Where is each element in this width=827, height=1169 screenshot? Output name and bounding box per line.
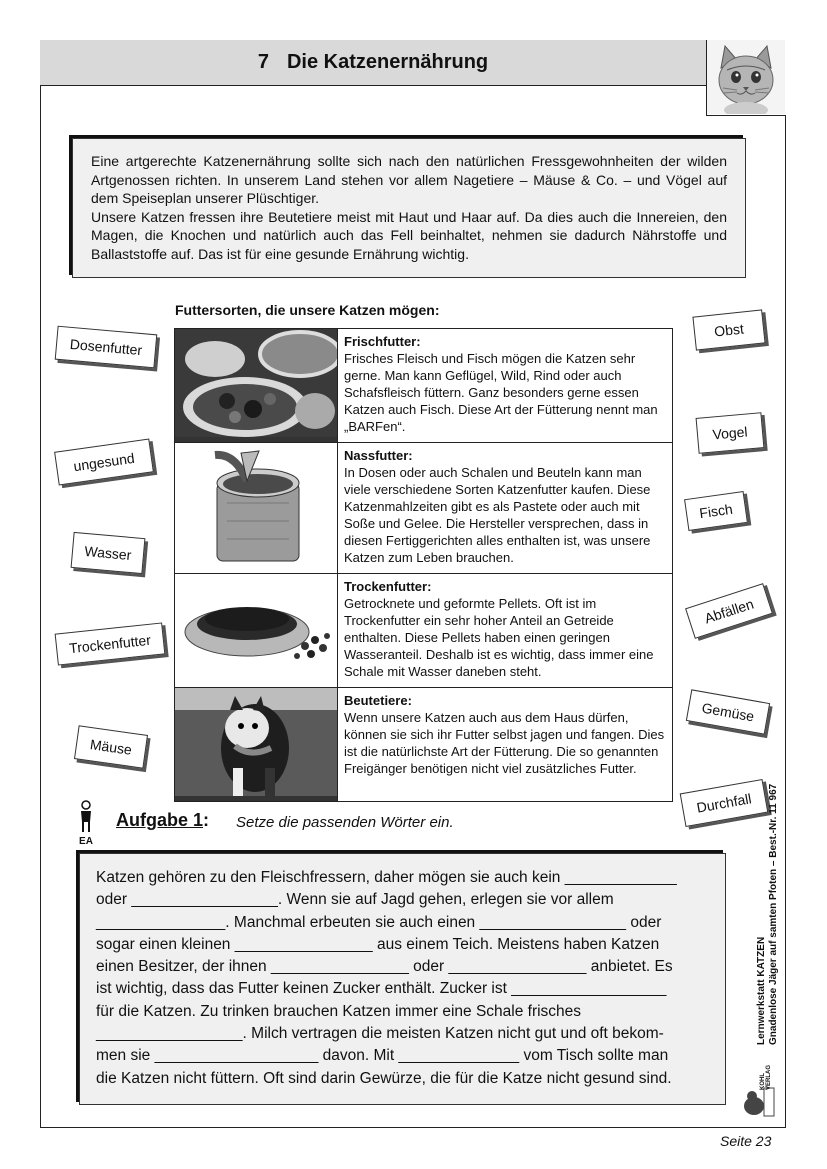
dry-food-text: Getrocknete und geformte Pellets. Oft ist im Trockenfutter ein sehr hoher Anteil an Getreide enthalten. Diese Pellets haben einen geringen Wasseranteil. Deshalb ist es wichtig, dass immer eine Schale mit Wasser daneben steht. bbox=[344, 596, 654, 679]
fresh-food-cell bbox=[338, 329, 673, 443]
cat-photo bbox=[706, 40, 786, 116]
word-card-abfaellen[interactable]: Abfällen bbox=[685, 583, 773, 639]
table-row bbox=[175, 574, 673, 688]
food-heading: Futtersorten, die unsere Katzen mögen: bbox=[175, 302, 440, 318]
task-colon: : bbox=[203, 810, 210, 830]
cloze-line: ist wichtig, dass das Futter keinen Zucker enthält. Zucker ist __________________ bbox=[96, 980, 667, 998]
publisher-logo bbox=[742, 1086, 776, 1123]
word-card-ungesund[interactable]: ungesund bbox=[54, 438, 154, 485]
food-can-icon bbox=[175, 443, 337, 568]
wet-food-text: In Dosen oder auch Schalen und Beuteln kann man viele verschiedene Sorten Katzenfutter kaufen. Diese Katzenmahlzeiten gibt es als Pastete oder auch mit Soße und Gelee. Die Hersteller versprechen, dass in diesen Fertiggerichten alles enthalten ist, was unsere Katzen zum Leben brauchen. bbox=[344, 465, 651, 565]
intro-box bbox=[72, 138, 746, 278]
table-row bbox=[175, 688, 673, 802]
cat-with-prey-icon bbox=[175, 688, 337, 796]
imprint-line-1: Lernwerkstatt KATZEN bbox=[756, 936, 767, 1045]
cat-face-icon bbox=[707, 40, 785, 114]
table-row bbox=[175, 329, 673, 443]
table-row bbox=[175, 443, 673, 574]
food-table bbox=[174, 328, 673, 802]
cloze-line: _________________. Milch vertragen die meisten Katzen nicht gut und oft bekom- bbox=[96, 1025, 664, 1043]
publisher-name: KOHL VERLAG bbox=[760, 1064, 772, 1090]
fresh-food-photo bbox=[175, 329, 338, 443]
word-card-vogel[interactable]: Vogel bbox=[696, 412, 765, 454]
chapter-number: 7 bbox=[257, 51, 269, 73]
prey-photo bbox=[175, 688, 338, 802]
prey-text: Wenn unsere Katzen auch aus dem Haus dürfen, können sie sich ihr Futter selbst jagen und fangen. Dies ist die natürlichste Art der Fütterung. Die so genannten Freigänger benötigen nicht viel zusätzliches Futter. bbox=[344, 710, 665, 776]
side-imprint bbox=[756, 705, 780, 1045]
task-label-text: Aufgabe 1 bbox=[116, 810, 204, 830]
cloze-line: sogar einen kleinen ________________ aus einem Teich. Meistens haben Katzen bbox=[96, 935, 660, 953]
fresh-food-title: Frischfutter: bbox=[344, 334, 421, 349]
cloze-line: oder _________________. Wenn sie auf Jagd gehen, erlegen sie vor allem bbox=[96, 891, 614, 909]
wet-food-cell bbox=[338, 443, 673, 574]
imprint-line-2: Gnadenlose Jäger auf samten Pfoten – Best.-Nr. 11 967 bbox=[768, 783, 779, 1045]
wet-food-photo bbox=[175, 443, 338, 574]
dry-food-bowl-icon bbox=[175, 574, 337, 682]
page-title: Die Katzenernährung bbox=[286, 51, 489, 73]
person-icon bbox=[78, 800, 94, 839]
word-card-dosenfutter[interactable]: Dosenfutter bbox=[55, 326, 158, 369]
word-card-durchfall[interactable]: Durchfall bbox=[680, 779, 769, 827]
prey-title: Beutetiere: bbox=[344, 693, 412, 708]
cloze-text-box bbox=[79, 853, 726, 1105]
page-header bbox=[40, 40, 706, 86]
word-card-trockenfutter[interactable]: Trockenfutter bbox=[55, 622, 166, 665]
fresh-food-text: Frisches Fleisch und Fisch mögen die Katzen sehr gerne. Man kann Geflügel, Wild, Rind oder auch Schafsfleisch füttern. Ganz besonders gerne essen Katzen auch Fisch. Diese Art der Fütterung nennt man „BARFen“. bbox=[344, 351, 658, 434]
cloze-line: die Katzen nicht füttern. Oft sind darin Gewürze, die für die Katze nicht gesund sind. bbox=[96, 1069, 672, 1087]
task-label bbox=[116, 810, 209, 831]
task-instruction: Setze die passenden Wörter ein. bbox=[236, 814, 454, 831]
cloze-line: _______________. Manchmal erbeuten sie auch einen _________________ oder bbox=[96, 913, 662, 931]
intro-paragraph-2: Unsere Katzen fressen ihre Beutetiere meist mit Haut und Haar auf. Da dies auch die Innereien, den Magen, die Knochen und natürlich auch das Fell beinhaltet, nehmen sie dadurch Nährstoffe und Ballaststoffe auf. Das ist für eine gesunde Ernährung wichtig. bbox=[91, 208, 727, 262]
prey-cell bbox=[338, 688, 673, 802]
dry-food-title: Trockenfutter: bbox=[344, 579, 432, 594]
word-card-obst[interactable]: Obst bbox=[692, 309, 765, 350]
fresh-food-icon bbox=[175, 329, 337, 437]
cloze-line: men sie ___________________ davon. Mit ______________ vom Tisch sollte man bbox=[96, 1047, 669, 1065]
cloze-line: Katzen gehören zu den Fleischfressern, daher mögen sie auch kein _____________ bbox=[96, 869, 677, 886]
intro-paragraph-1: Eine artgerechte Katzenernährung sollte sich nach den natürlichen Fressgewohnheiten der wilden Artgenossen richten. In unserem Land stehen vor allem Nagetiere – Mäuse & Co. – und Vögel auf dem Speiseplan unserer Plüschtiger. bbox=[91, 153, 727, 207]
page-number: Seite 23 bbox=[720, 1133, 772, 1149]
dry-food-cell bbox=[338, 574, 673, 688]
word-card-gemuese[interactable]: Gemüse bbox=[686, 689, 770, 734]
word-card-fisch[interactable]: Fisch bbox=[684, 491, 748, 531]
wet-food-title: Nassfutter: bbox=[344, 448, 413, 463]
word-card-wasser[interactable]: Wasser bbox=[71, 532, 146, 574]
cloze-line: einen Besitzer, der ihnen ________________ oder ________________ anbietet. Es bbox=[96, 958, 673, 976]
dry-food-photo bbox=[175, 574, 338, 688]
word-card-maeuse[interactable]: Mäuse bbox=[74, 725, 148, 768]
cloze-line: für die Katzen. Zu trinken brauchen Katzen immer eine Schale frisches bbox=[96, 1002, 582, 1020]
ea-badge: EA bbox=[79, 836, 93, 847]
